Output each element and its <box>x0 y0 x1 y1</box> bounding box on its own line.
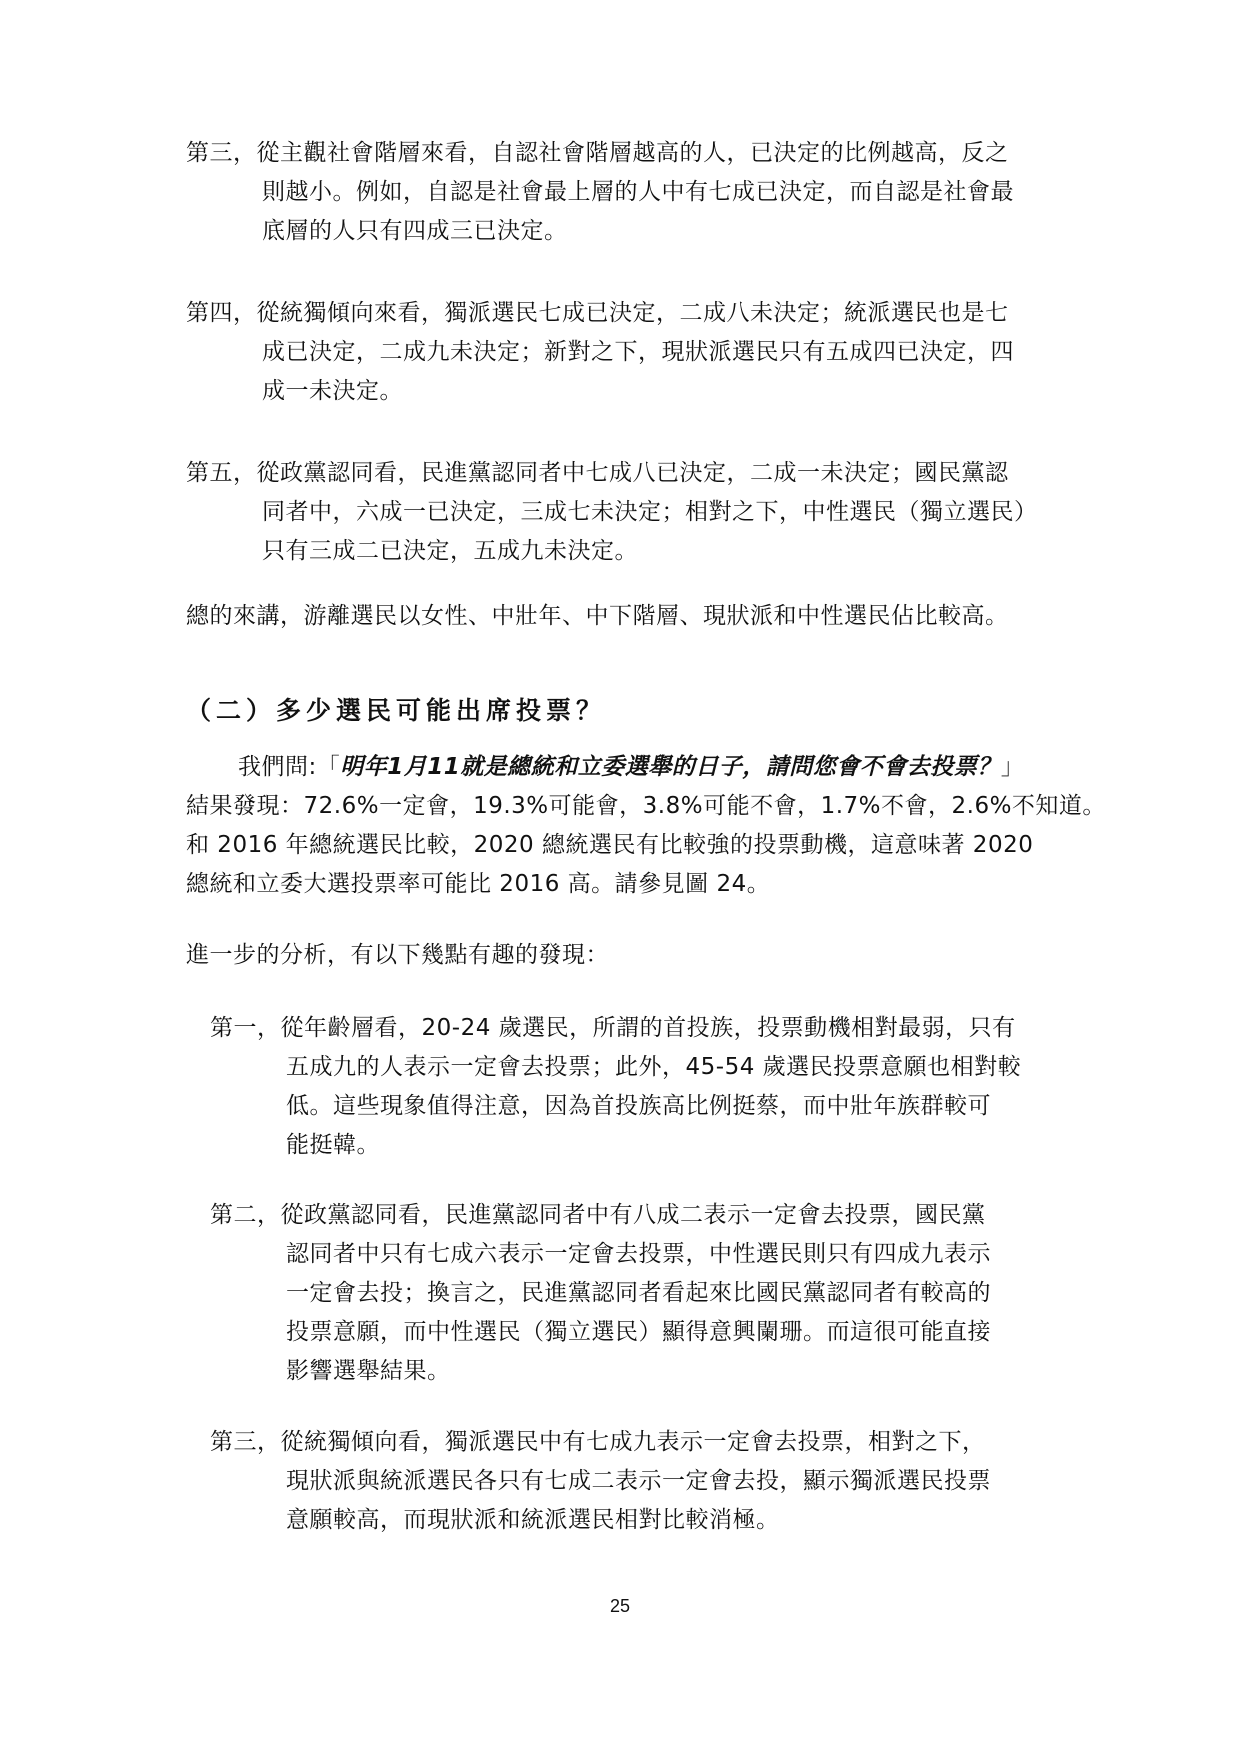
item-line: 第四，從統獨傾向來看，獨派選民七成已決定，二成八未決定；統派選民也是七 <box>186 300 1009 326</box>
question-suffix: 」 <box>1000 754 1025 780</box>
summary-paragraph: 總的來講，游離選民以女性、中壯年、中下階層、現狀派和中性選民佔比較高。 <box>186 603 1009 629</box>
page-number: 25 <box>609 1596 631 1616</box>
item-line: 只有三成二已決定，五成九未決定。 <box>262 538 638 564</box>
item-line: 第五，從政黨認同看，民進黨認同者中七成八已決定，二成一未決定；國民黨認 <box>186 460 1009 486</box>
item-line: 第三，從主觀社會階層來看，自認社會階層越高的人，已決定的比例越高，反之 <box>186 140 1009 166</box>
section-heading: （二）多少選民可能出席投票？ <box>186 696 607 725</box>
item-line: 成一未決定。 <box>262 378 403 404</box>
item-line: 認同者中只有七成六表示一定會去投票，中性選民則只有四成九表示 <box>286 1241 991 1267</box>
item-line: 第一，從年齡層看，20-24 歲選民，所謂的首投族，投票動機相對最弱，只有 <box>210 1015 1016 1041</box>
item-line: 第三，從統獨傾向看，獨派選民中有七成九表示一定會去投票，相對之下， <box>210 1429 986 1455</box>
item-line: 底層的人只有四成三已決定。 <box>262 218 568 244</box>
analysis-intro: 進一步的分析，有以下幾點有趣的發現： <box>186 942 609 968</box>
question-line <box>238 752 1024 782</box>
item-line: 同者中，六成一已決定，三成七未決定；相對之下，中性選民（獨立選民） <box>262 499 1038 525</box>
item-line: 第二，從政黨認同看，民進黨認同者中有八成二表示一定會去投票，國民黨 <box>210 1202 986 1228</box>
item-line: 能挺韓。 <box>286 1132 380 1158</box>
item-line: 一定會去投；換言之，民進黨認同者看起來比國民黨認同者有較高的 <box>286 1280 991 1306</box>
item-line: 影響選舉結果。 <box>286 1358 451 1384</box>
item-line: 成已決定，二成九未決定；新對之下，現狀派選民只有五成四已決定，四 <box>262 339 1014 365</box>
item-line: 現狀派與統派選民各只有七成二表示一定會去投，顯示獨派選民投票 <box>286 1468 991 1494</box>
item-line: 則越小。例如，自認是社會最上層的人中有七成已決定，而自認是社會最 <box>262 179 1014 205</box>
survey-question: 明年1月11就是總統和立委選舉的日子，請問您會不會去投票？ <box>340 754 1001 780</box>
question-prefix: 我們問:「 <box>238 754 341 780</box>
result-line: 結果發現：72.6%一定會，19.3%可能會，3.8%可能不會，1.7%不會，2.6%不知道。 <box>186 793 1106 819</box>
conclusion-line: 總統和立委大選投票率可能比 2016 高。請參見圖 24。 <box>186 871 771 897</box>
item-line: 低。這些現象值得注意，因為首投族高比例挺蔡，而中壯年族群較可 <box>286 1093 991 1119</box>
item-line: 五成九的人表示一定會去投票；此外，45-54 歲選民投票意願也相對較 <box>286 1054 1022 1080</box>
comparison-line: 和 2016 年總統選民比較，2020 總統選民有比較強的投票動機，這意味著 2020 <box>186 832 1034 858</box>
item-line: 投票意願，而中性選民（獨立選民）顯得意興闌珊。而這很可能直接 <box>286 1319 991 1345</box>
item-line: 意願較高，而現狀派和統派選民相對比較消極。 <box>286 1507 780 1533</box>
